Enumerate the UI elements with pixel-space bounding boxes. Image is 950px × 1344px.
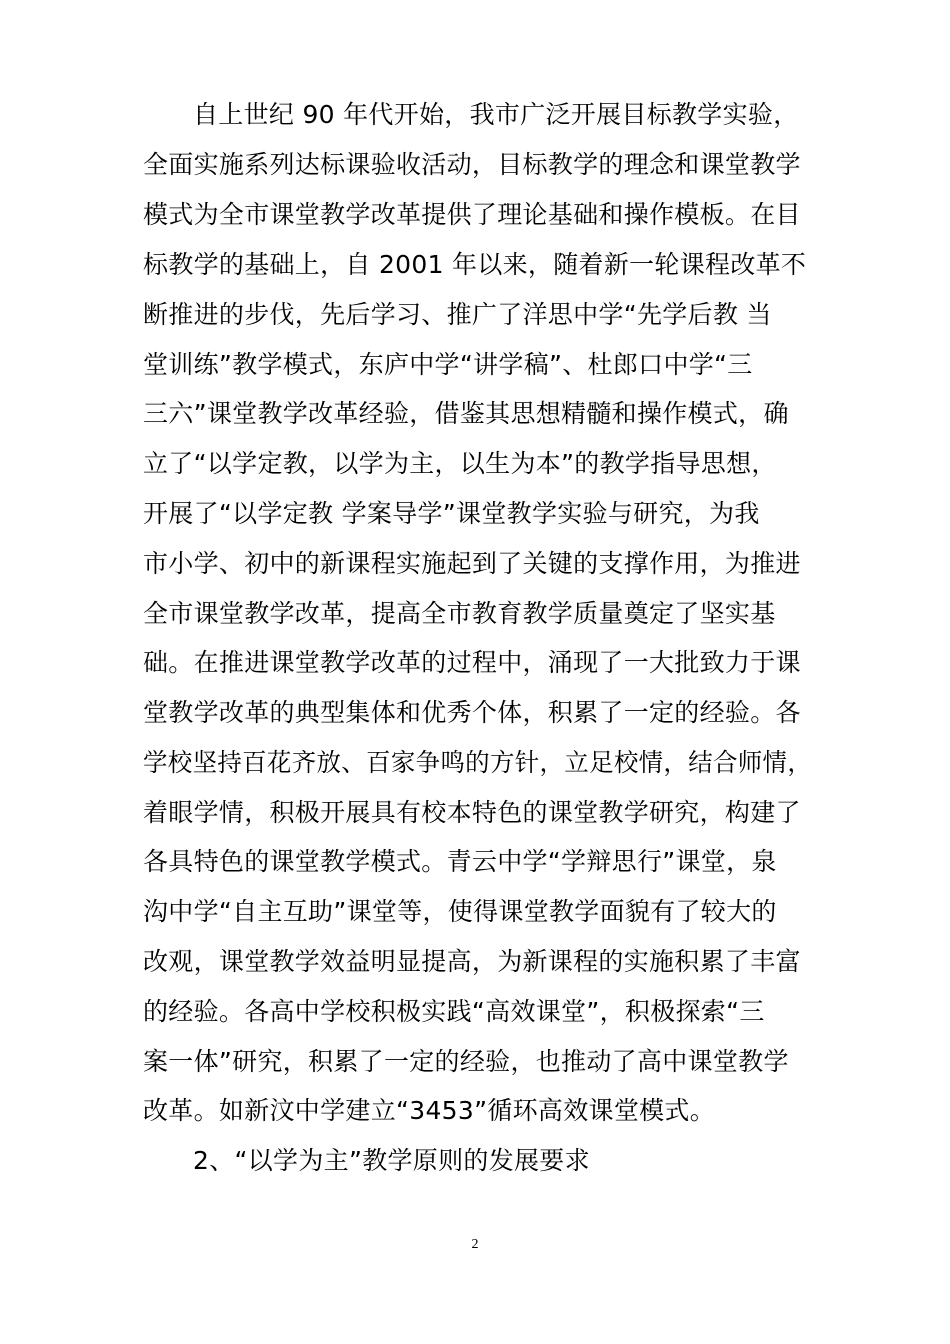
paragraph-line-8: 立了“以学定教，以学为主，以生为本”的教学指导思想，: [143, 449, 777, 478]
paragraph-line-15: 着眼学情，积极开展具有校本特色的课堂教学研究，构建了: [143, 798, 801, 827]
paragraph-line-14: 学校坚持百花齐放、百家争鸣的方针，立足校情，结合师情，: [143, 748, 813, 777]
section-heading: 2、“以学为主”教学原则的发展要求: [193, 1146, 590, 1175]
paragraph-line-7: 三六”课堂教学改革经验，借鉴其思想精髓和操作模式，确: [143, 399, 789, 428]
paragraph-line-13: 堂教学改革的典型集体和优秀个体，积累了一定的经验。各: [143, 698, 801, 727]
page-number: 2: [471, 1237, 479, 1252]
paragraph-line-6: 堂训练”教学模式，东庐中学“讲学稿”、杜郎口中学“三: [143, 350, 753, 379]
paragraph-line-1: 自上世纪 90 年代开始，我市广泛开展目标教学实验，: [193, 100, 799, 129]
paragraph-line-4: 标教学的基础上，自 2001 年以来，随着新一轮课程改革不: [143, 250, 807, 279]
paragraph-line-12: 础。在推进课堂教学改革的过程中，涌现了一大批致力于课: [143, 648, 801, 677]
paragraph-line-20: 案一体”研究，积累了一定的经验，也推动了高中课堂教学: [143, 1047, 789, 1076]
paragraph-line-10: 市小学、初中的新课程实施起到了关键的支撑作用，为推进: [143, 549, 801, 578]
paragraph-line-19: 的经验。各高中学校积极实践“高效课堂”，积极探索“三: [143, 997, 765, 1026]
paragraph-line-9: 开展了“以学定教 学案导学”课堂教学实验与研究，为我: [143, 499, 760, 528]
paragraph-line-21: 改革。如新汶中学建立“3453”循环高效课堂模式。: [143, 1096, 716, 1125]
paragraph-line-16: 各具特色的课堂教学模式。青云中学“学辩思行”课堂，泉: [143, 847, 777, 876]
paragraph-line-5: 断推进的步伐，先后学习、推广了洋思中学“先学后教 当: [143, 300, 772, 329]
paragraph-line-18: 改观，课堂教学效益明显提高，为新课程的实施积累了丰富: [143, 947, 801, 976]
paragraph-line-2: 全面实施系列达标课验收活动，目标教学的理念和课堂教学: [143, 150, 801, 179]
paragraph-line-3: 模式为全市课堂教学改革提供了理论基础和操作模板。在目: [143, 200, 801, 229]
paragraph-line-17: 沟中学“自主互助”课堂等，使得课堂教学面貌有了较大的: [143, 897, 777, 926]
paragraph-line-11: 全市课堂教学改革，提高全市教育教学质量奠定了坚实基: [143, 599, 776, 628]
